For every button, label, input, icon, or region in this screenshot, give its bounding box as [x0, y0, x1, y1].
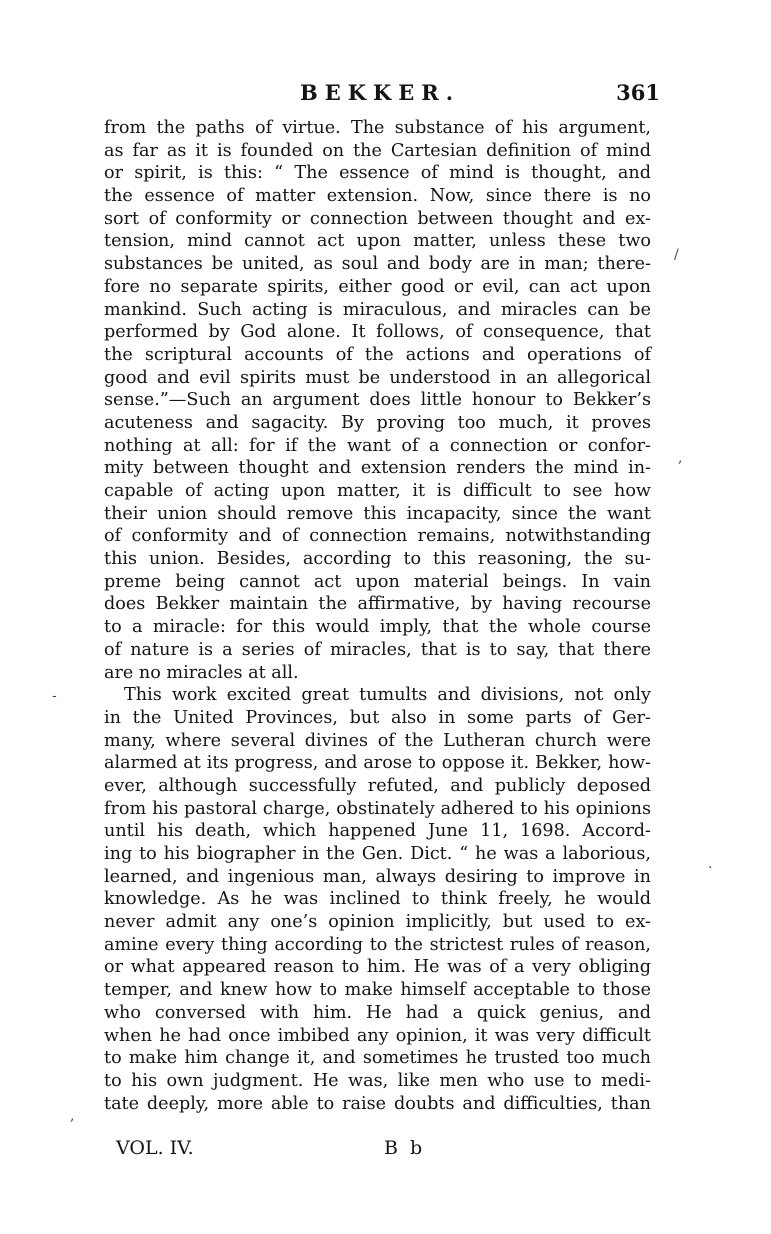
text-line: sense.”—Such an argument does little honour to Bekker’s — [104, 390, 651, 411]
volume-label: VOL. IV. — [116, 1137, 194, 1159]
running-head: BEKKER. — [299, 80, 461, 105]
text-line: does Bekker maintain the affirmative, by having recourse — [104, 594, 651, 615]
text-line: when he had once imbibed any opinion, it was very difficult — [104, 1025, 651, 1046]
paragraph-end-line: are no miracles at all. — [104, 662, 299, 683]
text-line: tension, mind cannot act upon matter, unless these two — [104, 231, 651, 252]
text-line: sort of conformity or connection between thought and ex- — [104, 208, 651, 229]
page-header — [100, 80, 660, 110]
text-line: tate deeply, more able to raise doubts and difficulties, than — [104, 1093, 651, 1114]
text-line: from his pastoral charge, obstinately adhered to his opinions — [104, 798, 651, 819]
text-line: from the paths of virtue. The substance of his argument, — [104, 118, 651, 138]
text-line: who conversed with him. He had a quick genius, and — [104, 1002, 651, 1023]
text-line: good and evil spirits must be understood in an allegorical — [104, 367, 651, 388]
stray-mark: · — [708, 860, 713, 876]
text-line: to a miracle: for this would imply, that the whole course — [104, 617, 651, 638]
text-line: as far as it is founded on the Cartesian definition of mind — [104, 140, 651, 161]
page-footer — [104, 1137, 651, 1167]
body-text — [104, 117, 651, 1115]
text-line: ing to his biographer in the Gen. Dict. “ he was a laborious, — [104, 844, 651, 864]
text-line: to his own judgment. He was, like men who use to medi- — [104, 1070, 651, 1091]
text-line: of conformity and of connection remains, notwithstanding — [104, 526, 651, 547]
stray-mark: - — [52, 688, 57, 704]
text-line: capable of acting upon matter, it is difficult to see how — [104, 481, 651, 501]
paragraph-start-line: This work excited great tumults and divisions, not only — [124, 685, 651, 706]
stray-mark: / — [674, 247, 679, 263]
text-line: alarmed at its progress, and arose to oppose it. Bekker, how- — [104, 753, 651, 774]
text-line: preme being cannot act upon material beings. In vain — [104, 571, 651, 592]
text-line: mankind. Such acting is miraculous, and miracles can be — [104, 299, 651, 320]
text-line: nothing at all: for if the want of a connection or confor- — [104, 435, 651, 456]
page-number: 361 — [616, 80, 660, 105]
text-line: to make him change it, and sometimes he trusted too much — [104, 1048, 651, 1069]
text-line: fore no separate spirits, either good or evil, can act upon — [104, 276, 651, 297]
text-line: many, where several divines of the Lutheran church were — [104, 730, 651, 751]
text-line: substances be united, as soul and body are in man; there- — [104, 254, 651, 275]
text-line: learned, and ingenious man, always desiring to improve in — [104, 866, 651, 887]
signature-mark: B b — [384, 1137, 426, 1159]
text-line: acuteness and sagacity. By proving too much, it proves — [104, 412, 651, 433]
text-line: of nature is a series of miracles, that is to say, that there — [104, 639, 651, 660]
text-line: their union should remove this incapacity, since the want — [104, 503, 651, 524]
text-line: until his death, which happened June 11, 1698. Accord- — [104, 821, 651, 842]
text-line: knowledge. As he was inclined to think freely, he would — [104, 889, 651, 910]
text-line: mity between thought and extension renders the mind in- — [104, 458, 651, 479]
text-line: never admit any one’s opinion implicitly, but used to ex- — [104, 912, 651, 933]
text-line: in the United Provinces, but also in some parts of Ger- — [104, 707, 651, 728]
text-line: the essence of matter extension. Now, since there is no — [104, 186, 651, 207]
text-line: temper, and knew how to make himself acceptable to those — [104, 980, 651, 1001]
text-line: the scriptural accounts of the actions and operations of — [104, 344, 651, 365]
stray-mark: , — [678, 450, 683, 466]
text-line: or spirit, is this: “ The essence of mind is thought, and — [104, 163, 651, 184]
text-line: performed by God alone. It follows, of consequence, that — [104, 322, 651, 343]
text-line: or what appeared reason to him. He was of a very obliging — [104, 957, 651, 978]
stray-mark: , — [70, 1108, 75, 1124]
text-line: this union. Besides, according to this reasoning, the su- — [104, 549, 651, 570]
text-line: ever, although successfully refuted, and publicly deposed — [104, 775, 651, 796]
text-line: amine every thing according to the strictest rules of reason, — [104, 934, 651, 955]
